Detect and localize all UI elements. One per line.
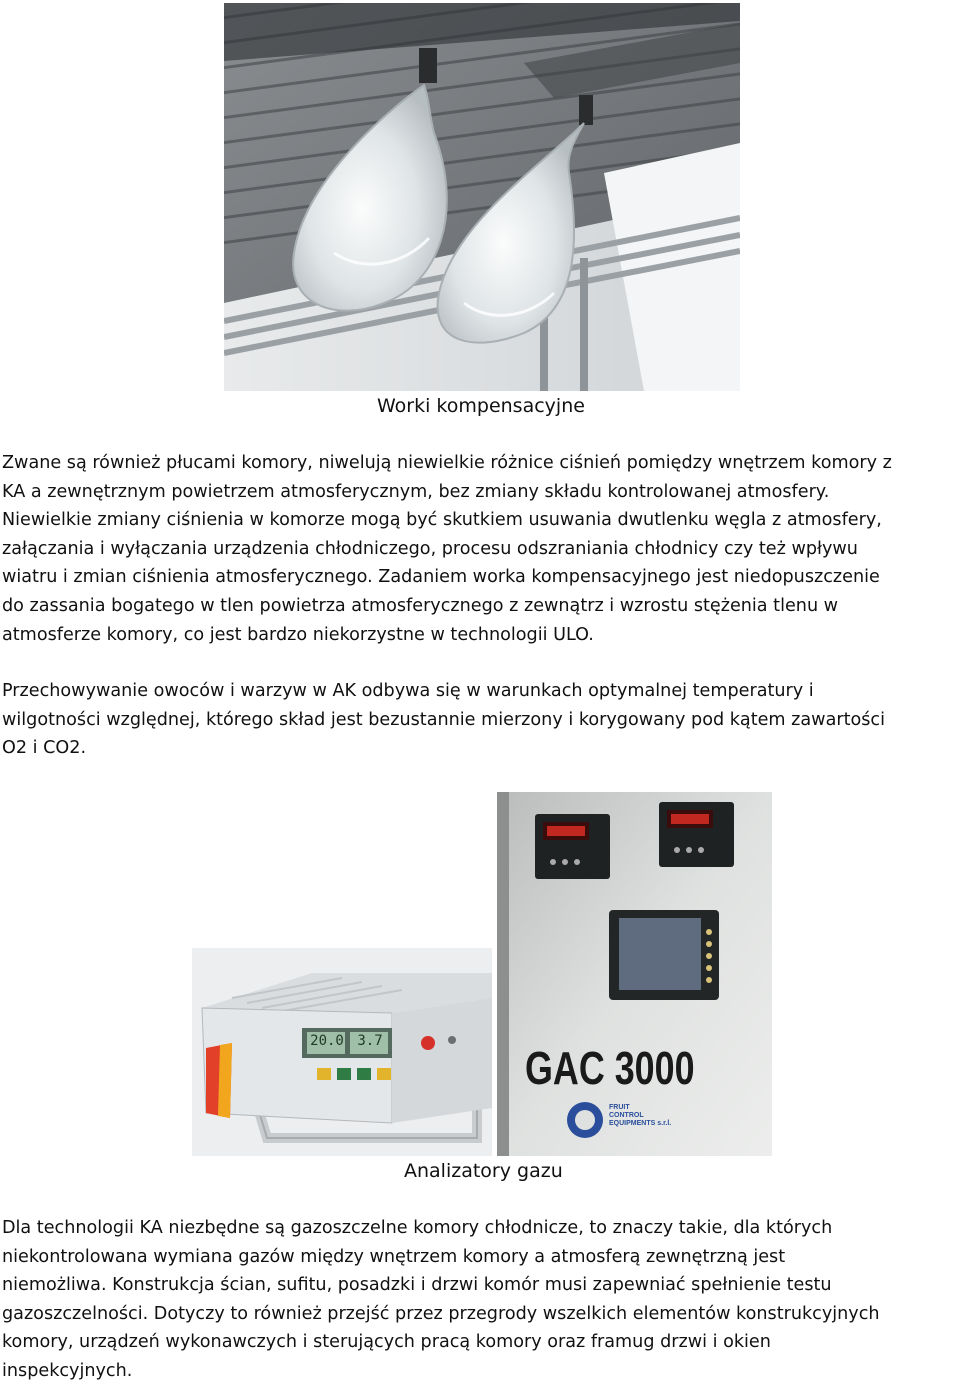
text-line: załączania i wyłączania urządzenia chłodniczego, procesu odszraniania chłodnicy czy też wpływu xyxy=(2,538,858,559)
cabinet-logo-text: FRUIT CONTROL EQUIPMENTS s.r.l. xyxy=(609,1104,672,1127)
text-line: do zassania bogatego w tlen powietrza atmosferycznego z zewnątrz i wzrostu stężenia tlenu w xyxy=(2,595,839,616)
text-line: atmosferze komory, co jest bardzo niekorzystne w technologii ULO. xyxy=(2,624,594,645)
gac3000-cabinet-photo xyxy=(497,792,772,1156)
text-line: gazoszczelności. Dotyczy to również przejść przez przegrody wszelkich elementów konstrukcyjnych xyxy=(2,1303,880,1324)
text-line: komory, urządzeń wykonawczych i sterujących pracą komory oraz framug drzwi i okien xyxy=(2,1332,771,1353)
analyzers-figure-caption: Analizatory gazu xyxy=(404,1160,563,1182)
portable-display-left-readout: 20.0 xyxy=(310,1033,344,1049)
text-line: Zwane są również płucami komory, niwelują niewielkie różnice ciśnień pomiędzy wnętrzem komory z xyxy=(2,453,892,473)
paragraph-compensation-bags xyxy=(2,449,960,649)
text-line: niemożliwa. Konstrukcja ścian, sufitu, posadzki i drzwi komór musi zapewniać spełnienie testu xyxy=(2,1275,832,1296)
compensation-bags-photo xyxy=(224,3,740,391)
text-line: O2 i CO2. xyxy=(2,738,87,759)
text-line: niekontrolowana wymiana gazów między wnętrzem komory a atmosferą zewnętrzną jest xyxy=(2,1246,786,1267)
paragraph-storage-conditions xyxy=(2,677,960,763)
text-line: Niewielkie zmiany ciśnienia w komorze mogą być skutkiem usuwania dwutlenku węgla z atmosfery, xyxy=(2,510,882,531)
text-line: Dla technologii KA niezbędne są gazoszczelne komory chłodnicze, to znaczy takie, dla których xyxy=(2,1218,833,1238)
text-line: KA a zewnętrznym powietrzem atmosferycznym, bez zmiany składu kontrolowanej atmosfery. xyxy=(2,481,830,502)
cabinet-model-label: GAC 3000 xyxy=(525,1042,695,1094)
text-line: Przechowywanie owoców i warzyw w AK odbywa się w warunkach optymalnej temperatury i xyxy=(2,681,814,701)
paragraph-gastight-chambers xyxy=(2,1214,960,1386)
portable-display-right-readout: 3.7 xyxy=(357,1033,383,1049)
bags-figure-caption: Worki kompensacyjne xyxy=(377,395,585,417)
text-line: wiatru i zmian ciśnienia atmosferycznego. Zadaniem worka kompensacyjnego jest niedopuszczenie xyxy=(2,567,880,588)
text-line: wilgotności względnej, którego skład jest bezustannie mierzony i korygowany pod kątem zawartości xyxy=(2,709,885,730)
text-line: inspekcyjnych. xyxy=(2,1360,133,1381)
portable-gas-analyzer-photo xyxy=(192,948,492,1156)
